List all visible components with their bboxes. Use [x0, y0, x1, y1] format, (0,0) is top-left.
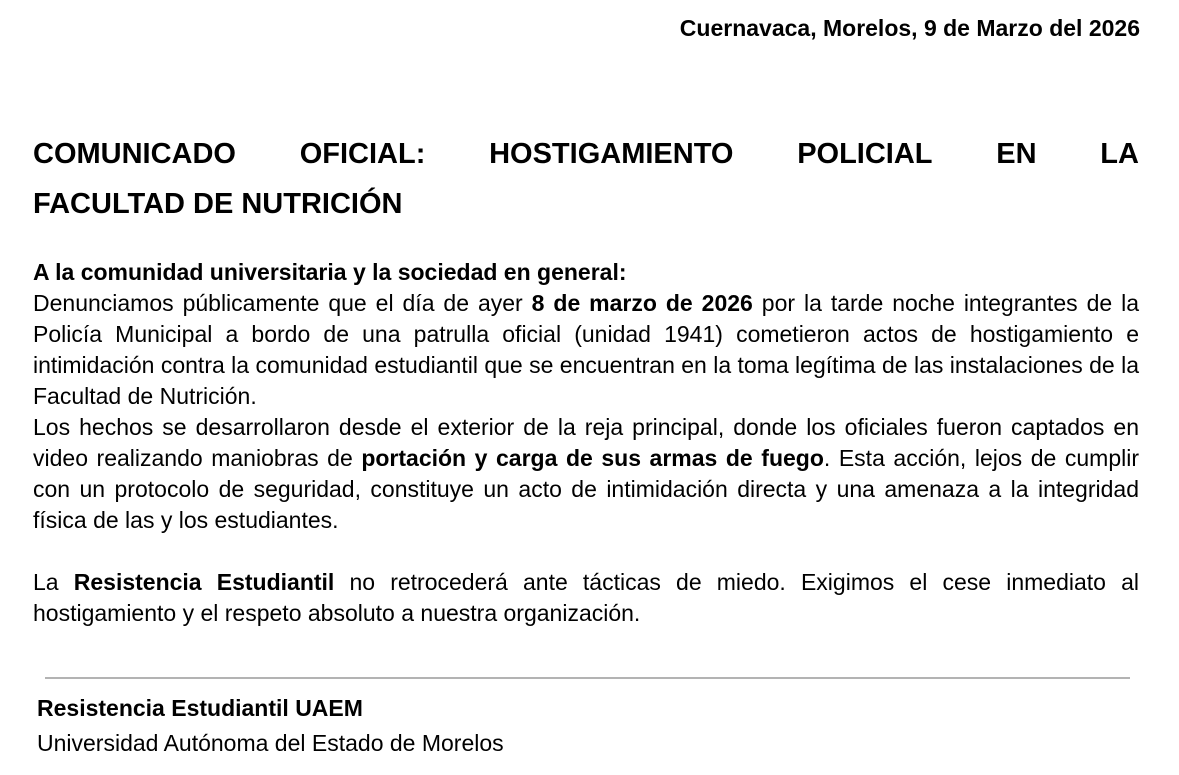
- paragraph-text: no retrocederá ante tácticas de miedo. Exigimos el cese inmediato al hostigamiento y el respeto absoluto a nuestra organización.: [33, 569, 1139, 626]
- document-body: [33, 257, 1139, 629]
- title-word: POLICIAL: [797, 138, 933, 170]
- title-word: COMUNICADO: [33, 138, 236, 170]
- title-word: EN: [996, 138, 1037, 170]
- dateline: Cuernavaca, Morelos, 9 de Marzo del 2026: [679, 15, 1140, 41]
- title-word: HOSTIGAMIENTO: [489, 138, 734, 170]
- signature-university: Universidad Autónoma del Estado de Morelos: [37, 730, 504, 756]
- paragraph-denuncia: [33, 288, 1139, 412]
- paragraph-bold-organization: Resistencia Estudiantil: [73, 569, 335, 595]
- paragraph-spacer: [33, 536, 1139, 567]
- title-word: LA: [1100, 138, 1139, 170]
- signature-organization: Resistencia Estudiantil UAEM: [37, 695, 363, 721]
- document-title: [33, 129, 1139, 229]
- paragraph-text: La: [33, 569, 74, 595]
- paragraph-text: Los hechos se desarrollaron desde el exterior de la reja principal, donde los oficiales fueron captados en video realizando maniobras de: [33, 414, 1139, 471]
- paragraph-hechos: [33, 412, 1139, 536]
- paragraph-bold-date: 8 de marzo de 2026: [531, 290, 753, 316]
- title-line-2: FACULTAD DE NUTRICIÓN: [33, 188, 403, 220]
- signature-divider: [45, 677, 1130, 679]
- paragraph-bold-armas: portación y carga de sus armas de fuego: [361, 445, 824, 471]
- title-word: OFICIAL:: [299, 138, 426, 170]
- paragraph-text: por la tarde noche integrantes de la Policía Municipal a bordo de una patrulla oficial (unidad 1941) cometieron actos de hostigamiento e intimidación contra la comunidad estudiantil que se encuentran en la toma legítima de las instalaciones de la Facultad de Nutrición.: [33, 290, 1139, 409]
- paragraph-text: . Esta acción, lejos de cumplir con un protocolo de seguridad, constituye un acto de intimidación directa y una amenaza a la integridad física de las y los estudiantes.: [33, 445, 1139, 533]
- paragraph-text: Denunciamos públicamente que el día de ayer: [33, 290, 532, 316]
- salutation: A la comunidad universitaria y la sociedad en general:: [33, 259, 627, 285]
- title-line-1: [33, 129, 1139, 179]
- paragraph-exigencia: [33, 567, 1139, 629]
